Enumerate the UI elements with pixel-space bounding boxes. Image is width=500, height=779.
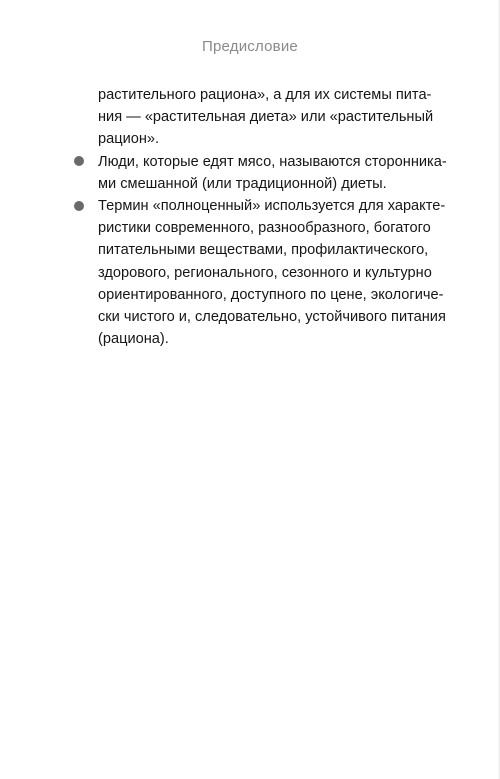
continuation-paragraph [98,84,434,151]
page-body [98,84,447,350]
bullet-item [98,195,446,350]
text-line: Термин «полноценный» используется для характе- [98,198,446,215]
text-line: питательными веществами, профилактического, [98,242,429,259]
text-line: ориентированного, доступного по цене, экологиче- [98,286,444,303]
text-line: ния — «растительная диета» или «растительный [98,109,434,126]
bullet-dot-icon [74,201,84,211]
text-line: здорового, регионального, сезонного и культурно [98,264,432,281]
text-line: ски чистого и, следовательно, устойчивого питания [98,309,446,326]
text-line: рацион». [98,131,160,148]
bullet-item [98,151,447,195]
text-line: (рациона). [98,331,169,348]
text-line: растительного рациона», а для их системы пита- [98,87,432,103]
running-head: Предисловие [202,38,298,55]
bullet-dot-icon [74,156,84,166]
text-line: Люди, которые едят мясо, называются сторонника- [98,153,447,170]
text-line: ристики современного, разнообразного, богатого [98,220,431,237]
text-line: ми смешанной (или традиционной) диеты. [98,175,387,192]
